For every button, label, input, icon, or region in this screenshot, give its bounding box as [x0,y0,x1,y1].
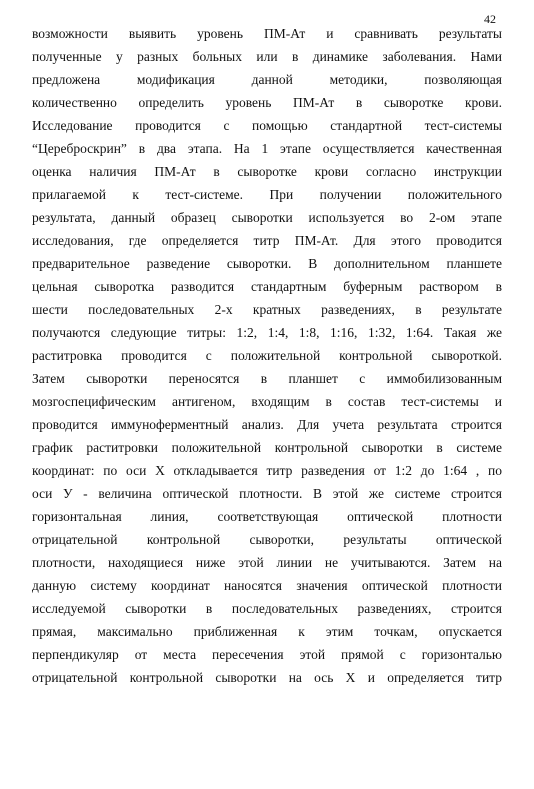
text-line: шести последовательных 2-х кратных разведениях, в результате [32,302,502,317]
text-line: мозгоспецифическим антигеном, входящим в состав тест-системы и [32,394,502,409]
text-line: Затем сыворотки переносятся в планшет с иммобилизованным [32,371,502,386]
text-line: оси У - величина оптической плотности. В этой же системе строится [32,486,502,501]
text-line: отрицательной контрольной сыворотки, результаты оптической [32,532,502,547]
text-line: отрицательной контрольной сыворотки на ось X и определяется титр [32,670,502,685]
text-line: предварительное разведение сыворотки. В дополнительном планшете [32,256,502,271]
text-line: получаются следующие титры: 1:2, 1:4, 1:8, 1:16, 1:32, 1:64. Такая же [32,325,502,340]
text-line: данную систему координат наносятся значения оптической плотности [32,578,502,593]
text-line: прилагаемой к тест-системе. При получении положительного [32,187,502,202]
text-line: оценка наличия ПМ-Ат в сыворотке крови согласно инструкции [32,164,502,179]
body-text [32,22,502,689]
text-line: прямая, максимально приближенная к этим точкам, опускается [32,624,502,639]
text-line: раститровка проводится с положительной контрольной сывороткой. [32,348,502,363]
text-line: “Цереброскрин” в два этапа. На 1 этапе осуществляется качественная [32,141,502,156]
text-line: количественно определить уровень ПМ-Ат в сыворотке крови. [32,95,502,110]
text-line: плотности, находящиеся ниже этой линии не учитываются. Затем на [32,555,502,570]
text-line: полученные у разных больных или в динамике заболевания. Нами [32,49,502,64]
text-line: координат: по оси X откладывается титр разведения от 1:2 до 1:64 , по [32,463,502,478]
text-line: возможности выявить уровень ПМ-Ат и сравнивать результаты [32,26,502,41]
text-line: проводится иммуноферментный анализ. Для учета результата строится [32,417,502,432]
text-line: график раститровки положительной контрольной сыворотки в системе [32,440,502,455]
page-number: 42 [484,12,496,26]
text-line: горизонтальная линия, соответствующая оптической плотности [32,509,502,524]
text-line: предложена модификация данной методики, позволяющая [32,72,502,87]
text-line: исследования, где определяется титр ПМ-Ат. Для этого проводится [32,233,502,248]
text-line: результата, данный образец сыворотки используется во 2-ом этапе [32,210,502,225]
text-line: исследуемой сыворотки в последовательных разведениях, строится [32,601,502,616]
text-line: перпендикуляр от места пересечения этой прямой с горизонталью [32,647,502,662]
text-line: цельная сыворотка разводится стандартным буферным раствором в [32,279,502,294]
text-line: Исследование проводится с помощью стандартной тест-системы [32,118,502,133]
